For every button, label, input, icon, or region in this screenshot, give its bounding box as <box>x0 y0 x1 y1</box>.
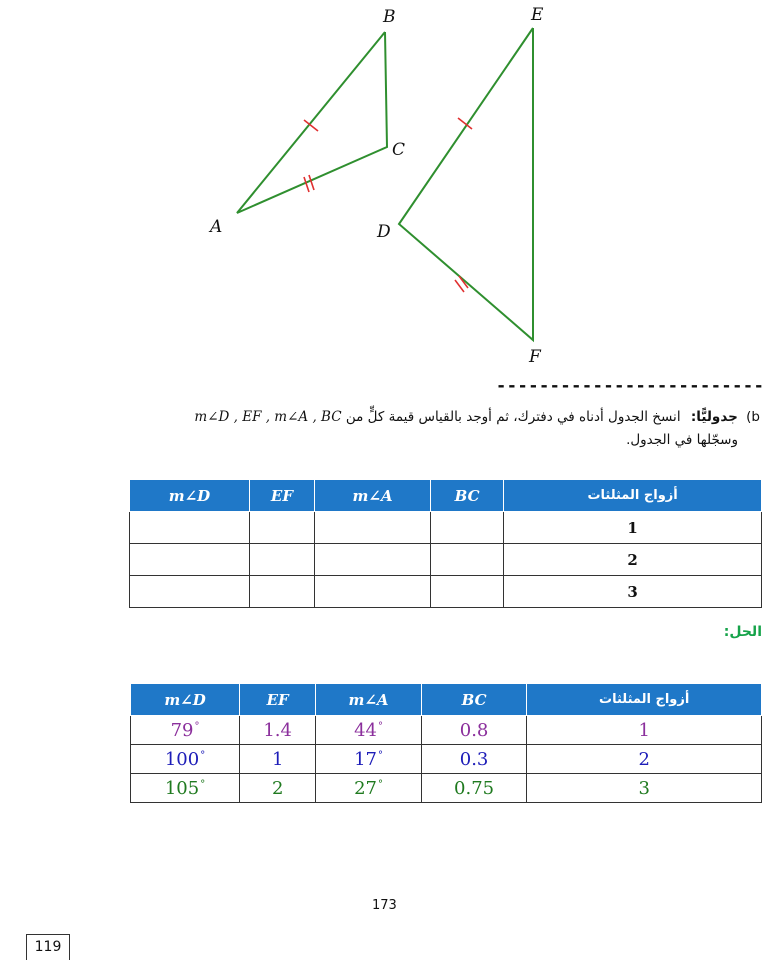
cell-value: 2 <box>271 777 284 799</box>
cell-bc <box>421 716 527 745</box>
cell-bc <box>421 745 527 774</box>
table-row <box>130 544 762 576</box>
cell-value: 2 <box>638 748 650 770</box>
degree-symbol: ° <box>200 778 206 790</box>
tick-ac-2 <box>309 175 314 190</box>
solution-table <box>130 683 762 803</box>
cell-empty <box>130 544 250 576</box>
cell-value: 27 <box>354 777 377 799</box>
tick-ac-1 <box>304 177 309 192</box>
cell-ef <box>240 745 316 774</box>
row-number: 2 <box>504 544 762 576</box>
row-number: 3 <box>504 576 762 608</box>
cell-empty <box>249 576 314 608</box>
question-line-2-text: وسجّلها في الجدول. <box>626 432 738 448</box>
cell-ma <box>316 774 422 803</box>
cell-empty <box>431 576 504 608</box>
cell-empty <box>431 512 504 544</box>
cell-ma <box>316 716 422 745</box>
table-row <box>130 512 762 544</box>
question-bold-word: جدوليًّا: <box>690 409 738 425</box>
question-line-1 <box>0 406 760 429</box>
question-math: m∠D , EF , m∠A , BC <box>194 409 342 425</box>
cell-empty <box>249 512 314 544</box>
degree-symbol: ° <box>377 778 383 790</box>
cell-empty <box>315 512 431 544</box>
label-d: D <box>377 222 391 242</box>
cell-value: 3 <box>638 777 650 799</box>
label-f: F <box>529 347 541 367</box>
header-ma: m∠A <box>315 480 431 512</box>
cell-value: 44 <box>354 719 377 741</box>
header-pairs: أزواج المثلثات <box>527 684 762 716</box>
cell-value: 0.8 <box>459 719 489 741</box>
cell-empty <box>130 576 250 608</box>
cell-md <box>131 774 240 803</box>
cell-ef <box>240 774 316 803</box>
question-letter: b) <box>746 409 760 425</box>
cell-value: 0.3 <box>459 748 489 770</box>
page-number: 173 <box>372 898 397 913</box>
cell-value: 1 <box>271 748 284 770</box>
header-pairs: أزواج المثلثات <box>504 480 762 512</box>
cell-value: 100 <box>164 748 200 770</box>
question-text: انسخ الجدول أدناه في دفترك، ثم أوجد بالقياس قيمة كلٍّ من <box>345 409 681 425</box>
solution-label: الحل: <box>723 624 762 640</box>
cell-bc <box>421 774 527 803</box>
cell-md <box>131 745 240 774</box>
header-bc: BC <box>421 684 527 716</box>
cell-pair-number <box>527 716 762 745</box>
cell-value: 1 <box>638 719 650 741</box>
row-number: 1 <box>504 512 762 544</box>
cell-value: 17 <box>354 748 377 770</box>
header-md: m∠D <box>131 684 240 716</box>
cell-empty <box>249 544 314 576</box>
degree-symbol: ° <box>377 720 383 732</box>
cell-md <box>131 716 240 745</box>
triangle-def <box>399 28 533 340</box>
header-ma: m∠A <box>316 684 422 716</box>
header-md: m∠D <box>130 480 250 512</box>
table-row <box>131 716 762 745</box>
cell-empty <box>315 544 431 576</box>
table-row <box>131 774 762 803</box>
table-row <box>131 745 762 774</box>
cell-value: 79 <box>170 719 194 741</box>
label-a: A <box>210 217 223 237</box>
degree-symbol: ° <box>194 720 200 732</box>
label-b: B <box>383 7 396 27</box>
header-ef: EF <box>240 684 316 716</box>
cell-empty <box>315 576 431 608</box>
cell-empty <box>130 512 250 544</box>
cell-value: 105 <box>164 777 200 799</box>
cell-pair-number <box>527 774 762 803</box>
cell-empty <box>431 544 504 576</box>
label-e: E <box>531 5 544 25</box>
header-bc: BC <box>431 480 504 512</box>
cell-pair-number <box>527 745 762 774</box>
solution-table-header <box>131 684 762 716</box>
cell-value: 0.75 <box>454 777 495 799</box>
table-row <box>130 576 762 608</box>
triangles-figure <box>0 0 768 380</box>
cell-ma <box>316 745 422 774</box>
degree-symbol: ° <box>200 749 206 761</box>
divider: ------------------------- <box>496 376 765 396</box>
blank-table <box>129 479 762 608</box>
question-b <box>0 406 760 452</box>
label-c: C <box>392 140 406 160</box>
degree-symbol: ° <box>377 749 383 761</box>
blank-table-header <box>130 480 762 512</box>
cell-value: 1.4 <box>263 719 292 741</box>
header-ef: EF <box>249 480 314 512</box>
question-line-2 <box>0 429 738 452</box>
book-page-number: 119 <box>26 934 70 960</box>
cell-ef <box>240 716 316 745</box>
